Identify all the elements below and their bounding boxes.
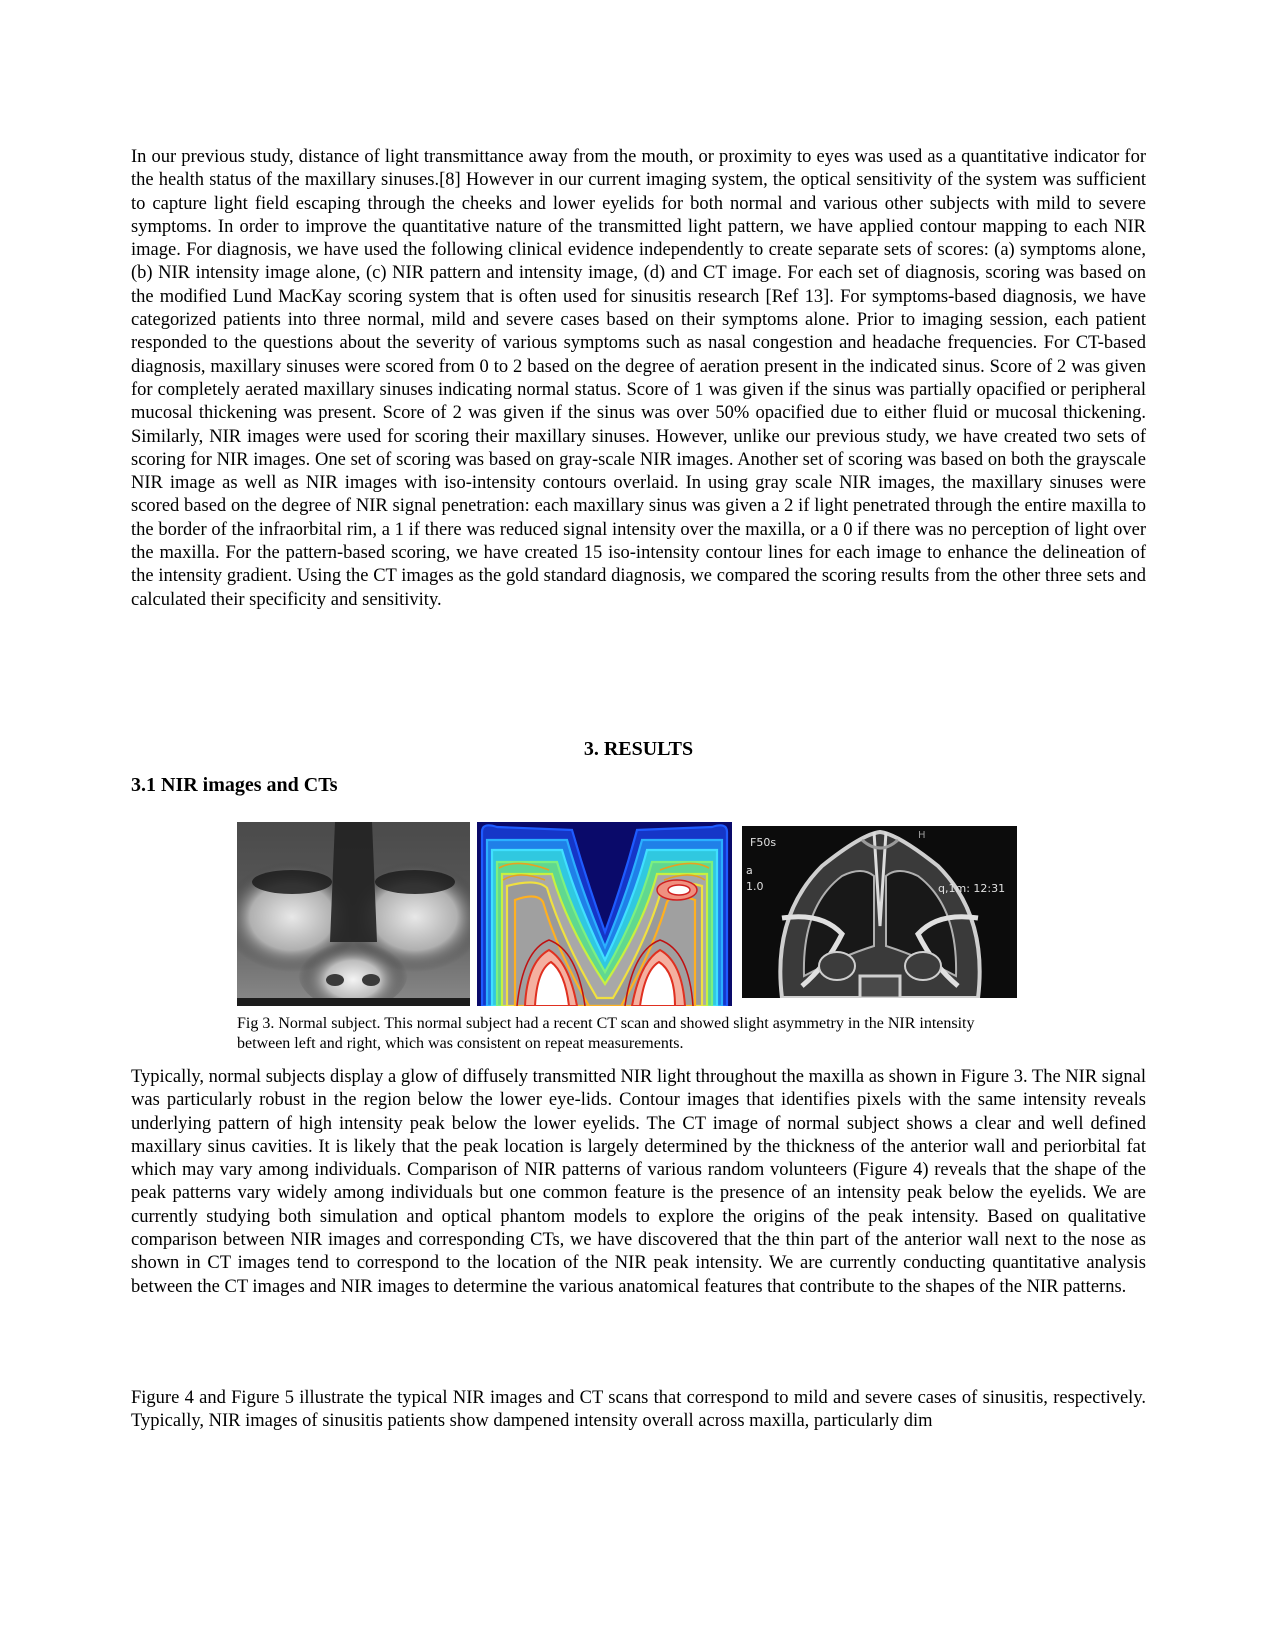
nir-contour-image	[477, 822, 732, 1006]
figure-caption: Fig 3. Normal subject. This normal subject had a recent CT scan and showed slight asymmetry in the NIR intensity between left and right, which was consistent on repeat measurements.	[237, 1015, 975, 1052]
figure-panels	[237, 822, 1037, 1006]
ct-scan-image	[742, 826, 1017, 998]
ct-label-left-2: 1.0	[746, 880, 764, 893]
ct-label-top-left: F50s	[750, 836, 777, 849]
nir-grayscale-image	[237, 822, 470, 1006]
subsection-heading: 3.1 NIR images and CTs	[131, 774, 338, 796]
section-heading: 3. RESULTS	[583, 738, 694, 760]
results-paragraph: Typically, normal subjects display a glow of diffusely transmitted NIR light throughout the maxilla as shown in Figure 3. The NIR signal was particularly robust in the region below the lower eye-lids. Contour images that identifies pixels with the same intensity reveals underlying pattern of high intensity peak below the lower eyelids. The CT image of normal subject shows a clear and well defined maxillary sinus cavities. It is likely that the peak location is largely determined by the thickness of the anterior wall and periorbital fat which may vary among individuals. Comparison of NIR patterns of various random volunteers (Figure 4) reveals that the shape of the peak patterns vary widely among individuals but one common feature is the presence of an intensity peak below the eyelids. We are currently studying both simulation and optical phantom models to explore the origins of the peak intensity. Based on qualitative comparison between NIR images and corresponding CTs, we have discovered that the thin part of the anterior wall next to the nose as shown in CT images tend to correspond to the location of the NIR peak intensity. We are currently conducting quantitative analysis between the CT images and NIR images to determine the various anatomical features that contribute to the shapes of the NIR patterns.	[131, 1067, 1146, 1297]
ct-label-top-right: H	[918, 830, 926, 841]
ct-label-right: q,1m: 12:31	[938, 882, 1006, 895]
methods-paragraph: In our previous study, distance of light transmittance away from the mouth, or proximity to eyes was used as a quantitative indicator for the health status of the maxillary sinuses.[8] However in our current imaging system, the optical sensitivity of the system was sufficient to capture light field escaping through the cheeks and lower eyelids for both normal and various other subjects with mild to severe symptoms. In order to improve the quantitative nature of the transmitted light pattern, we have applied contour mapping to each NIR image. For diagnosis, we have used the following clinical evidence independently to create separate sets of scores: (a) symptoms alone, (b) NIR intensity image alone, (c) NIR pattern and intensity image, (d) and CT image. For each set of diagnosis, scoring was based on the modified Lund MacKay scoring system that is often used for sinusitis research [Ref 13]. For symptoms-based diagnosis, we have categorized patients into three normal, mild and severe cases based on their symptoms alone. Prior to imaging session, each patient responded to the questions about the severity of various symptoms such as nasal congestion and headache frequencies. For CT-based diagnosis, maxillary sinuses were scored from 0 to 2 based on the degree of aeration present in the indicated sinus. Score of 2 was given for completely aerated maxillary sinuses indicating normal status. Score of 1 was given if the sinus was partially opacified or peripheral mucosal thickening was present. Score of 2 was given if the sinus was over 50% opacified due to either fluid or mucosal thickening. Similarly, NIR images were used for scoring their maxillary sinuses. However, unlike our previous study, we have created two sets of scoring for NIR images. One set of scoring was based on gray-scale NIR images. Another set of scoring was based on both the grayscale NIR image as well as NIR images with iso-intensity contours overlaid. In using gray scale NIR images, the maxillary sinuses were scored based on the degree of NIR signal penetration: each maxillary sinus was given a 2 if light penetrated through the entire maxilla to the border of the infraorbital rim, a 1 if there was reduced signal intensity over the maxilla, or a 0 if there was no perception of light over the maxilla. For the pattern-based scoring, we have created 15 iso-intensity contour lines for each image to enhance the delineation of the intensity gradient. Using the CT images as the gold standard diagnosis, we compared the scoring results from the other three sets and calculated their specificity and sensitivity.	[131, 147, 1146, 610]
figure-3	[237, 822, 1037, 1052]
ct-label-left-1: a	[746, 864, 753, 877]
figures-intro-paragraph: Figure 4 and Figure 5 illustrate the typical NIR images and CT scans that correspond to mild and severe cases of sinusitis, respectively. Typically, NIR images of sinusitis patients show dampened intensity overall across maxilla, particularly dim	[131, 1388, 1146, 1432]
